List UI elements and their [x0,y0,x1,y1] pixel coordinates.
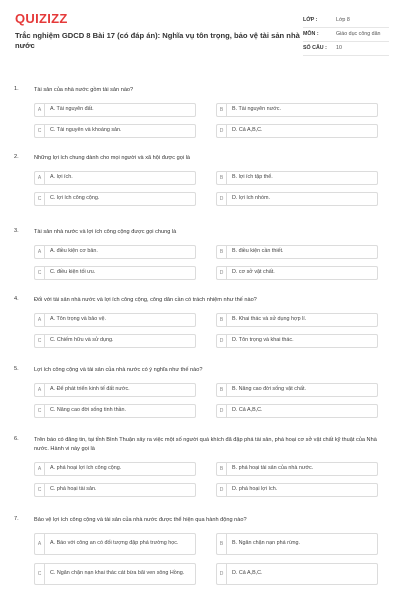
option-letter: D [217,484,227,496]
option-text: B. phá hoại tài sản của nhà nước. [232,465,314,472]
option-text: B. điều kiện cần thiết. [232,248,284,255]
option-letter: D [217,335,227,347]
option-text: D. phá hoại lợi ích. [232,486,278,493]
option-text: B. Nâng cao đời sống vật chất. [232,386,306,393]
option-a[interactable] [34,462,196,476]
option-letter: B [217,172,227,184]
option-letter: D [217,564,227,584]
option-b[interactable] [216,462,378,476]
option-text: A. Báo với công an có đối tượng đập phá trường học. [50,540,179,547]
question-text: Lợi ích công cộng và tài sản của nhà nước có ý nghĩa như thế nào? [34,367,203,373]
option-b[interactable] [216,533,378,555]
option-text: C. Tài nguyên và khoáng sản. [50,127,122,134]
meta-row-count [303,42,389,56]
option-text: C. Nâng cao đời sống tinh thần. [50,407,127,414]
option-letter: B [217,534,227,554]
option-text: B. Ngăn chặn nạn phá rừng. [232,540,301,547]
question-number: 2. [14,154,19,160]
option-letter: D [217,125,227,137]
option-letter: C [35,405,45,417]
option-c[interactable] [34,404,196,418]
question-text: Tài sản của nhà nước gồm tài sản nào? [34,87,134,93]
option-d[interactable] [216,404,378,418]
option-text: A. Để phát triển kinh tế đất nước. [50,386,130,393]
option-letter: A [35,384,45,396]
option-letter: A [35,172,45,184]
subject-label: MÔN : [303,31,319,37]
option-d[interactable] [216,124,378,138]
option-b[interactable] [216,103,378,117]
option-c[interactable] [34,124,196,138]
question-number: 7. [14,516,19,522]
option-letter: B [217,463,227,475]
option-letter: A [35,246,45,258]
option-b[interactable] [216,171,378,185]
question-number: 5. [14,366,19,372]
option-letter: A [35,463,45,475]
count-value: 10 [336,45,342,51]
option-c[interactable] [34,563,196,585]
option-text: B. Khai thác và sử dụng hợp lí. [232,316,307,323]
option-text: D. Cả A,B,C. [232,127,263,134]
option-a[interactable] [34,245,196,259]
meta-row-subject [303,28,389,42]
option-a[interactable] [34,313,196,327]
option-text: A. lợi ích. [50,174,73,181]
option-a[interactable] [34,533,196,555]
question-text: Trên báo có đăng tin, tại tỉnh Bình Thuận xảy ra việc một số người quá khích đã đập phá tài sản, phá hoại cơ sở vật chất kỹ thuật của Nhà nước. Hành vi này gọi là [34,437,377,452]
option-letter: A [35,104,45,116]
option-d[interactable] [216,266,378,280]
option-letter: C [35,193,45,205]
option-c[interactable] [34,483,196,497]
option-letter: C [35,335,45,347]
option-text: C. Chiếm hữu và sử dụng. [50,337,114,344]
option-letter: A [35,314,45,326]
option-a[interactable] [34,383,196,397]
option-d[interactable] [216,563,378,585]
count-label: SỐ CÂU : [303,45,327,51]
meta-row-grade [303,14,389,28]
option-b[interactable] [216,313,378,327]
grade-label: LỚP : [303,17,318,23]
question-number: 4. [14,296,19,302]
option-b[interactable] [216,383,378,397]
option-d[interactable] [216,192,378,206]
meta-table [303,14,389,56]
option-text: A. điều kiện cơ bản. [50,248,98,255]
option-letter: B [217,314,227,326]
option-letter: B [217,246,227,258]
option-text: D. Cả A,B,C. [232,407,263,414]
option-text: C. Ngăn chặn nạn khai thác cát bừa bãi ven sông Hồng. [50,570,185,577]
option-text: D. cơ sở vật chất. [232,269,275,276]
option-b[interactable] [216,245,378,259]
grade-value: Lớp 8 [336,17,350,23]
option-text: C. điều kiện tối ưu. [50,269,96,276]
option-c[interactable] [34,266,196,280]
question-text: Bảo vệ lợi ích công cộng và tài sản của nhà nước được thể hiện qua hành động nào? [34,517,247,523]
question-number: 6. [14,436,19,442]
option-letter: D [217,267,227,279]
option-letter: C [35,267,45,279]
option-letter: D [217,405,227,417]
option-c[interactable] [34,192,196,206]
option-letter: B [217,104,227,116]
option-text: B. Tài nguyên nước. [232,106,281,113]
option-text: D. Cả A,B,C. [232,570,263,577]
option-letter: D [217,193,227,205]
option-a[interactable] [34,103,196,117]
option-text: D. Tôn trọng và khai thác. [232,337,294,344]
option-letter: B [217,384,227,396]
option-text: B. lợi ích tập thể. [232,174,273,181]
document-title: Trắc nghiệm GDCD 8 Bài 17 (có đáp án): Nghĩa vụ tôn trọng, bảo vệ tài sản nhà nước [15,31,300,50]
option-text: C. phá hoại tài sản. [50,486,97,493]
question-text: Tài sản nhà nước và lợi ích công cộng được gọi chung là [34,229,177,235]
question-text: Những lợi ích chung dành cho mọi người và xã hội được gọi là [34,155,190,161]
option-letter: C [35,564,45,584]
option-letter: A [35,534,45,554]
question-number: 1. [14,86,19,92]
subject-value: Giáo dục công dân [336,31,381,37]
option-letter: C [35,484,45,496]
option-text: C. lợi ích công cộng. [50,195,100,202]
option-text: D. lợi ích nhóm. [232,195,270,202]
option-letter: C [35,125,45,137]
option-text: A. Tài nguyên đất. [50,106,94,113]
option-d[interactable] [216,334,378,348]
option-a[interactable] [34,171,196,185]
option-c[interactable] [34,334,196,348]
quizizz-logo: QUIZIZZ [15,11,68,26]
question-number: 3. [14,228,19,234]
option-d[interactable] [216,483,378,497]
option-text: A. Tôn trọng và bảo vệ. [50,316,106,323]
option-text: A. phá hoại lợi ích công cộng. [50,465,122,472]
question-text: Đối với tài sản nhà nước và lợi ích công cộng, công dân cần có trách nhiệm như thế nào? [34,297,257,303]
document-header [0,0,400,72]
